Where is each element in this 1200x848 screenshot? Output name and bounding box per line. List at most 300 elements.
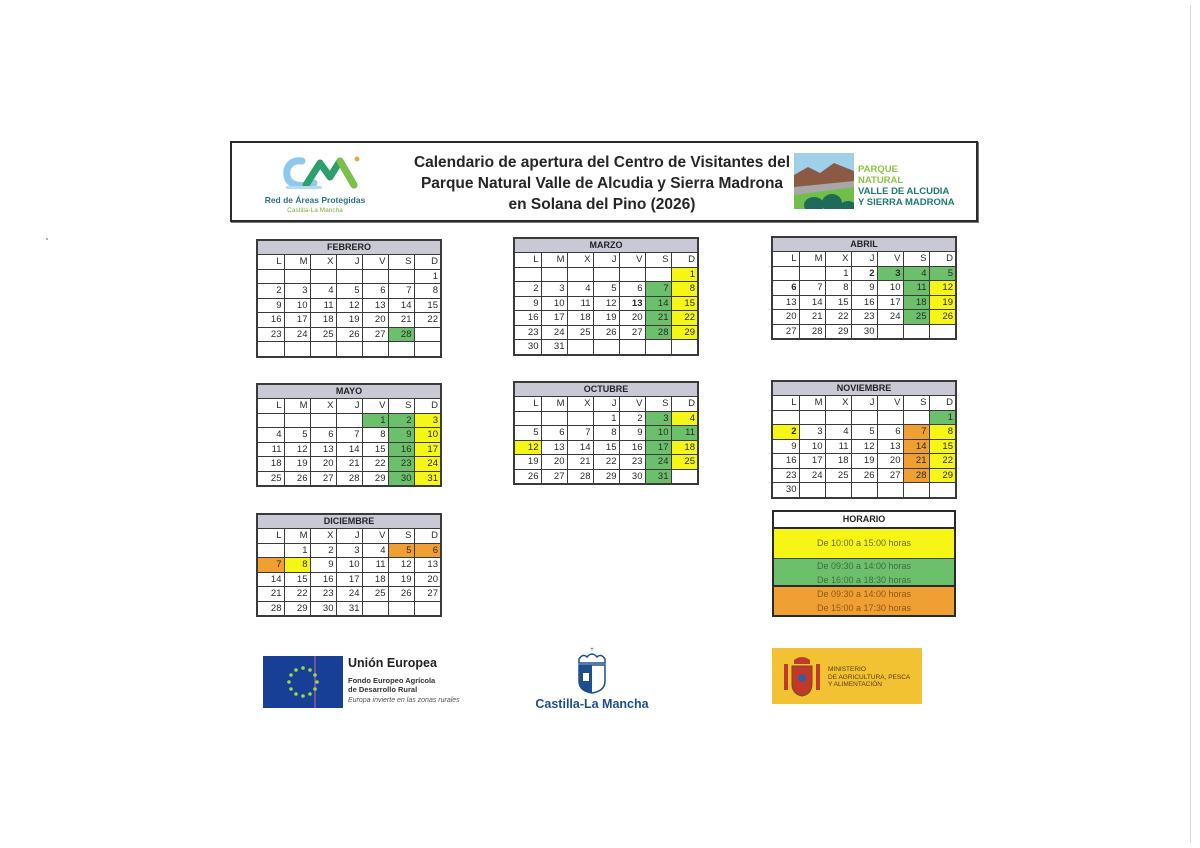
- empty-cell: [284, 342, 310, 356]
- weekday-header: S: [388, 399, 414, 413]
- weekday-header: X: [310, 255, 336, 269]
- weekday-header-row: [515, 253, 697, 267]
- day-cell: 3: [877, 266, 903, 281]
- empty-cell: [593, 340, 619, 354]
- empty-cell: [388, 342, 414, 356]
- union-europea-logo: [263, 656, 493, 710]
- day-cell: 10: [799, 439, 825, 454]
- weekday-header: J: [851, 396, 877, 410]
- day-cell: 14: [799, 295, 825, 310]
- day-cell: 24: [877, 310, 903, 325]
- day-cell: 15: [825, 295, 851, 310]
- day-cell: 23: [515, 325, 541, 340]
- weekday-header: V: [362, 529, 388, 543]
- weekday-header: D: [929, 396, 955, 410]
- day-cell: 28: [336, 471, 362, 485]
- day-cell: 22: [414, 313, 440, 328]
- day-cell: 13: [541, 440, 567, 455]
- eu-flag-icon: [263, 656, 343, 708]
- day-cell: 2: [388, 413, 414, 428]
- week-row: [258, 284, 440, 299]
- day-cell: 23: [619, 455, 645, 470]
- empty-cell: [567, 411, 593, 426]
- day-cell: 18: [825, 454, 851, 469]
- horario-orange-band: [774, 587, 954, 615]
- day-cell: 26: [336, 327, 362, 342]
- day-cell: 5: [336, 284, 362, 299]
- day-cell: 25: [567, 325, 593, 340]
- eu-title: Unión Europea: [348, 656, 437, 670]
- week-row: [515, 469, 697, 483]
- weekday-header: L: [773, 396, 799, 410]
- day-cell: 21: [567, 455, 593, 470]
- day-cell: 1: [284, 543, 310, 558]
- day-cell: 21: [645, 311, 671, 326]
- empty-cell: [671, 469, 697, 483]
- day-cell: 19: [284, 457, 310, 472]
- empty-cell: [414, 601, 440, 615]
- day-cell: 22: [284, 587, 310, 602]
- weekday-header: L: [258, 529, 284, 543]
- empty-cell: [929, 324, 955, 338]
- clm-crest-icon: [575, 645, 609, 695]
- calendar-abril: [771, 236, 957, 340]
- week-row: [258, 457, 440, 472]
- day-cell: 4: [671, 411, 697, 426]
- empty-cell: [284, 413, 310, 428]
- weekday-header: S: [903, 396, 929, 410]
- day-cell: 7: [388, 284, 414, 299]
- day-cell: 26: [929, 310, 955, 325]
- clm-label: Castilla-La Mancha: [535, 697, 649, 711]
- day-cell: 9: [310, 558, 336, 573]
- calendar-febrero: [256, 239, 442, 358]
- day-cell: 14: [336, 442, 362, 457]
- weekday-header: S: [903, 252, 929, 266]
- sierra-madrona-label: Y SIERRA MADRONA: [858, 197, 955, 208]
- empty-cell: [773, 266, 799, 281]
- day-cell: 24: [284, 327, 310, 342]
- empty-cell: [825, 410, 851, 425]
- week-row: [515, 282, 697, 297]
- day-cell: 25: [671, 455, 697, 470]
- week-row: [773, 468, 955, 483]
- day-cell: 13: [773, 295, 799, 310]
- weekday-header: J: [593, 397, 619, 411]
- week-row: [515, 296, 697, 311]
- empty-cell: [414, 342, 440, 356]
- calendar-octubre: [513, 381, 699, 485]
- month-title: NOVIEMBRE: [773, 382, 955, 396]
- calendar-noviembre: [771, 380, 957, 499]
- day-cell: 23: [773, 468, 799, 483]
- day-cell: 15: [414, 298, 440, 313]
- day-cell: 16: [851, 295, 877, 310]
- week-row: [258, 543, 440, 558]
- day-cell: 17: [336, 572, 362, 587]
- day-cell: 16: [310, 572, 336, 587]
- day-cell: 13: [619, 296, 645, 311]
- calendar-diciembre: [256, 513, 442, 617]
- weekday-header: X: [825, 252, 851, 266]
- weekday-header: M: [284, 255, 310, 269]
- day-cell: 22: [362, 457, 388, 472]
- day-cell: 10: [414, 428, 440, 443]
- week-row: [773, 324, 955, 338]
- day-cell: 29: [671, 325, 697, 340]
- day-cell: 26: [851, 468, 877, 483]
- day-cell: 9: [851, 281, 877, 296]
- day-cell: 19: [929, 295, 955, 310]
- day-cell: 30: [310, 601, 336, 615]
- day-cell: 15: [929, 439, 955, 454]
- day-cell: 30: [388, 471, 414, 485]
- day-cell: 19: [851, 454, 877, 469]
- day-cell: 31: [645, 469, 671, 483]
- day-cell: 5: [388, 543, 414, 558]
- weekday-header-row: [773, 252, 955, 266]
- week-row: [515, 426, 697, 441]
- day-cell: 1: [414, 269, 440, 284]
- cm-mountain-logo-icon: [280, 155, 360, 191]
- empty-cell: [903, 324, 929, 338]
- empty-cell: [619, 340, 645, 354]
- day-cell: 9: [388, 428, 414, 443]
- weekday-header: M: [799, 252, 825, 266]
- weekday-header: V: [877, 396, 903, 410]
- day-cell: 28: [567, 469, 593, 483]
- day-cell: 26: [593, 325, 619, 340]
- day-cell: 23: [258, 327, 284, 342]
- empty-cell: [877, 483, 903, 497]
- eu-fund-line-1: Fondo Europeo Agrícola: [348, 676, 436, 685]
- week-row: [258, 558, 440, 573]
- day-cell: 27: [310, 471, 336, 485]
- day-cell: 6: [310, 428, 336, 443]
- weekday-header: L: [258, 399, 284, 413]
- week-row: [515, 340, 697, 354]
- day-cell: 22: [929, 454, 955, 469]
- day-cell: 18: [310, 313, 336, 328]
- weekday-header: V: [362, 255, 388, 269]
- weekday-header: V: [877, 252, 903, 266]
- day-cell: 27: [773, 324, 799, 338]
- weekday-header: M: [284, 529, 310, 543]
- day-cell: 13: [877, 439, 903, 454]
- day-cell: 14: [258, 572, 284, 587]
- day-cell: 8: [929, 425, 955, 440]
- day-cell: 10: [541, 296, 567, 311]
- week-row: [258, 471, 440, 485]
- day-cell: 14: [903, 439, 929, 454]
- title-line-2: Parque Natural Valle de Alcudia y Sierra Madrona: [420, 175, 784, 192]
- day-cell: 1: [671, 267, 697, 282]
- day-cell: 8: [362, 428, 388, 443]
- day-cell: 6: [362, 284, 388, 299]
- day-cell: 24: [336, 587, 362, 602]
- day-cell: 17: [414, 442, 440, 457]
- day-cell: 12: [929, 281, 955, 296]
- weekday-header: X: [825, 396, 851, 410]
- week-row: [773, 454, 955, 469]
- day-cell: 3: [336, 543, 362, 558]
- day-cell: 9: [619, 426, 645, 441]
- day-cell: 25: [362, 587, 388, 602]
- empty-cell: [258, 342, 284, 356]
- week-row: [773, 295, 955, 310]
- day-cell: 6: [773, 281, 799, 296]
- day-cell: 17: [284, 313, 310, 328]
- week-row: [773, 439, 955, 454]
- castilla-la-mancha-logo: [530, 643, 654, 715]
- day-cell: 2: [258, 284, 284, 299]
- day-cell: 11: [362, 558, 388, 573]
- weekday-header: V: [362, 399, 388, 413]
- day-cell: 16: [619, 440, 645, 455]
- month-title: ABRIL: [773, 238, 955, 252]
- day-cell: 12: [284, 442, 310, 457]
- day-cell: 18: [362, 572, 388, 587]
- day-cell: 29: [284, 601, 310, 615]
- day-cell: 3: [799, 425, 825, 440]
- weekday-header: L: [515, 253, 541, 267]
- week-row: [515, 311, 697, 326]
- day-cell: 13: [310, 442, 336, 457]
- day-cell: 4: [310, 284, 336, 299]
- week-row: [515, 411, 697, 426]
- eu-fund-line-2: de Desarrollo Rural: [348, 685, 418, 694]
- weekday-header: J: [593, 253, 619, 267]
- day-cell: 12: [515, 440, 541, 455]
- day-cell: 27: [362, 327, 388, 342]
- empty-cell: [362, 342, 388, 356]
- weekday-header: M: [799, 396, 825, 410]
- day-cell: 17: [645, 440, 671, 455]
- day-cell: 15: [362, 442, 388, 457]
- weekday-header: V: [619, 253, 645, 267]
- day-cell: 25: [903, 310, 929, 325]
- day-cell: 7: [645, 282, 671, 297]
- day-cell: 24: [541, 325, 567, 340]
- day-cell: 5: [851, 425, 877, 440]
- day-cell: 21: [258, 587, 284, 602]
- horario-green-line-1: De 09:30 a 14:00 horas: [816, 561, 912, 571]
- weekday-header-row: [258, 399, 440, 413]
- empty-cell: [903, 483, 929, 497]
- day-cell: 17: [799, 454, 825, 469]
- horario-title: HORARIO: [774, 512, 954, 529]
- weekday-header: S: [645, 397, 671, 411]
- weekday-header: J: [336, 255, 362, 269]
- day-cell: 2: [619, 411, 645, 426]
- day-cell: 24: [799, 468, 825, 483]
- week-row: [773, 410, 955, 425]
- day-cell: 10: [284, 298, 310, 313]
- day-cell: 18: [567, 311, 593, 326]
- month-title: MARZO: [515, 239, 697, 253]
- day-cell: 7: [258, 558, 284, 573]
- svg-text:+: +: [590, 647, 594, 653]
- day-cell: 11: [825, 439, 851, 454]
- week-row: [258, 428, 440, 443]
- day-cell: 3: [284, 284, 310, 299]
- day-cell: 27: [877, 468, 903, 483]
- calendar-mayo: [256, 383, 442, 487]
- day-cell: 20: [310, 457, 336, 472]
- day-cell: 11: [258, 442, 284, 457]
- day-cell: 3: [645, 411, 671, 426]
- empty-cell: [362, 269, 388, 284]
- week-row: [258, 601, 440, 615]
- empty-cell: [336, 342, 362, 356]
- week-row: [773, 281, 955, 296]
- weekday-header-row: [258, 255, 440, 269]
- day-cell: 7: [799, 281, 825, 296]
- empty-cell: [851, 483, 877, 497]
- day-cell: 16: [388, 442, 414, 457]
- day-cell: 9: [773, 439, 799, 454]
- empty-cell: [284, 269, 310, 284]
- day-cell: 18: [903, 295, 929, 310]
- week-row: [258, 587, 440, 602]
- weekday-header: J: [851, 252, 877, 266]
- month-grid: [258, 255, 440, 356]
- empty-cell: [645, 267, 671, 282]
- empty-cell: [851, 410, 877, 425]
- day-cell: 31: [414, 471, 440, 485]
- day-cell: 26: [284, 471, 310, 485]
- empty-cell: [362, 601, 388, 615]
- ministerio-line-2: DE AGRICULTURA, PESCA: [828, 673, 911, 681]
- day-cell: 5: [515, 426, 541, 441]
- eu-motto: Europa invierte en las zonas rurales: [348, 697, 460, 704]
- weekday-header: D: [414, 399, 440, 413]
- scan-speck: [46, 238, 48, 240]
- week-row: [258, 342, 440, 356]
- day-cell: 8: [284, 558, 310, 573]
- week-row: [258, 572, 440, 587]
- weekday-header-row: [773, 396, 955, 410]
- week-row: [258, 413, 440, 428]
- day-cell: 8: [414, 284, 440, 299]
- day-cell: 20: [541, 455, 567, 470]
- day-cell: 1: [362, 413, 388, 428]
- day-cell: 23: [388, 457, 414, 472]
- horario-orange-line-1: De 09:30 a 14:00 horas: [816, 589, 912, 599]
- day-cell: 14: [388, 298, 414, 313]
- day-cell: 15: [284, 572, 310, 587]
- day-cell: 20: [877, 454, 903, 469]
- day-cell: 25: [258, 471, 284, 485]
- day-cell: 14: [567, 440, 593, 455]
- week-row: [258, 327, 440, 342]
- day-cell: 4: [825, 425, 851, 440]
- valle-alcudia-label: VALLE DE ALCUDIA: [858, 186, 950, 197]
- day-cell: 6: [541, 426, 567, 441]
- day-cell: 23: [310, 587, 336, 602]
- empty-cell: [336, 413, 362, 428]
- empty-cell: [877, 324, 903, 338]
- empty-cell: [310, 269, 336, 284]
- empty-cell: [515, 411, 541, 426]
- day-cell: 16: [258, 313, 284, 328]
- week-row: [773, 310, 955, 325]
- day-cell: 20: [619, 311, 645, 326]
- day-cell: 22: [593, 455, 619, 470]
- day-cell: 27: [619, 325, 645, 340]
- weekday-header: M: [541, 397, 567, 411]
- day-cell: 29: [593, 469, 619, 483]
- day-cell: 19: [515, 455, 541, 470]
- month-title: DICIEMBRE: [258, 515, 440, 529]
- day-cell: 19: [593, 311, 619, 326]
- day-cell: 1: [825, 266, 851, 281]
- month-grid: [258, 399, 440, 485]
- day-cell: 4: [903, 266, 929, 281]
- day-cell: 5: [929, 266, 955, 281]
- week-row: [258, 442, 440, 457]
- header-banner: [230, 141, 978, 222]
- red-areas-label: Red de Áreas Protegidas: [264, 195, 366, 205]
- empty-cell: [388, 601, 414, 615]
- day-cell: 13: [362, 298, 388, 313]
- parque-landscape-icon: [794, 153, 854, 209]
- empty-cell: [877, 410, 903, 425]
- day-cell: 2: [851, 266, 877, 281]
- weekday-header: L: [515, 397, 541, 411]
- empty-cell: [567, 340, 593, 354]
- week-row: [773, 266, 955, 281]
- spain-coat-of-arms-icon: [782, 654, 822, 698]
- empty-cell: [258, 543, 284, 558]
- day-cell: 7: [903, 425, 929, 440]
- day-cell: 22: [671, 311, 697, 326]
- day-cell: 12: [388, 558, 414, 573]
- day-cell: 16: [773, 454, 799, 469]
- day-cell: 4: [258, 428, 284, 443]
- month-grid: [515, 253, 697, 354]
- weekday-header: X: [310, 529, 336, 543]
- day-cell: 21: [388, 313, 414, 328]
- day-cell: 30: [773, 483, 799, 497]
- empty-cell: [799, 266, 825, 281]
- day-cell: 2: [310, 543, 336, 558]
- week-row: [515, 325, 697, 340]
- empty-cell: [541, 411, 567, 426]
- month-grid: [258, 529, 440, 615]
- day-cell: 6: [877, 425, 903, 440]
- day-cell: 28: [388, 327, 414, 342]
- day-cell: 10: [336, 558, 362, 573]
- day-cell: 10: [645, 426, 671, 441]
- day-cell: 7: [567, 426, 593, 441]
- week-row: [258, 313, 440, 328]
- week-row: [258, 269, 440, 284]
- day-cell: 14: [645, 296, 671, 311]
- empty-cell: [567, 267, 593, 282]
- day-cell: 18: [671, 440, 697, 455]
- day-cell: 31: [541, 340, 567, 354]
- empty-cell: [515, 267, 541, 282]
- day-cell: 26: [515, 469, 541, 483]
- day-cell: 6: [414, 543, 440, 558]
- eu-fund-label: [348, 676, 435, 694]
- day-cell: 19: [388, 572, 414, 587]
- day-cell: 30: [515, 340, 541, 354]
- weekday-header: X: [310, 399, 336, 413]
- weekday-header: S: [388, 255, 414, 269]
- page-title: [382, 152, 822, 215]
